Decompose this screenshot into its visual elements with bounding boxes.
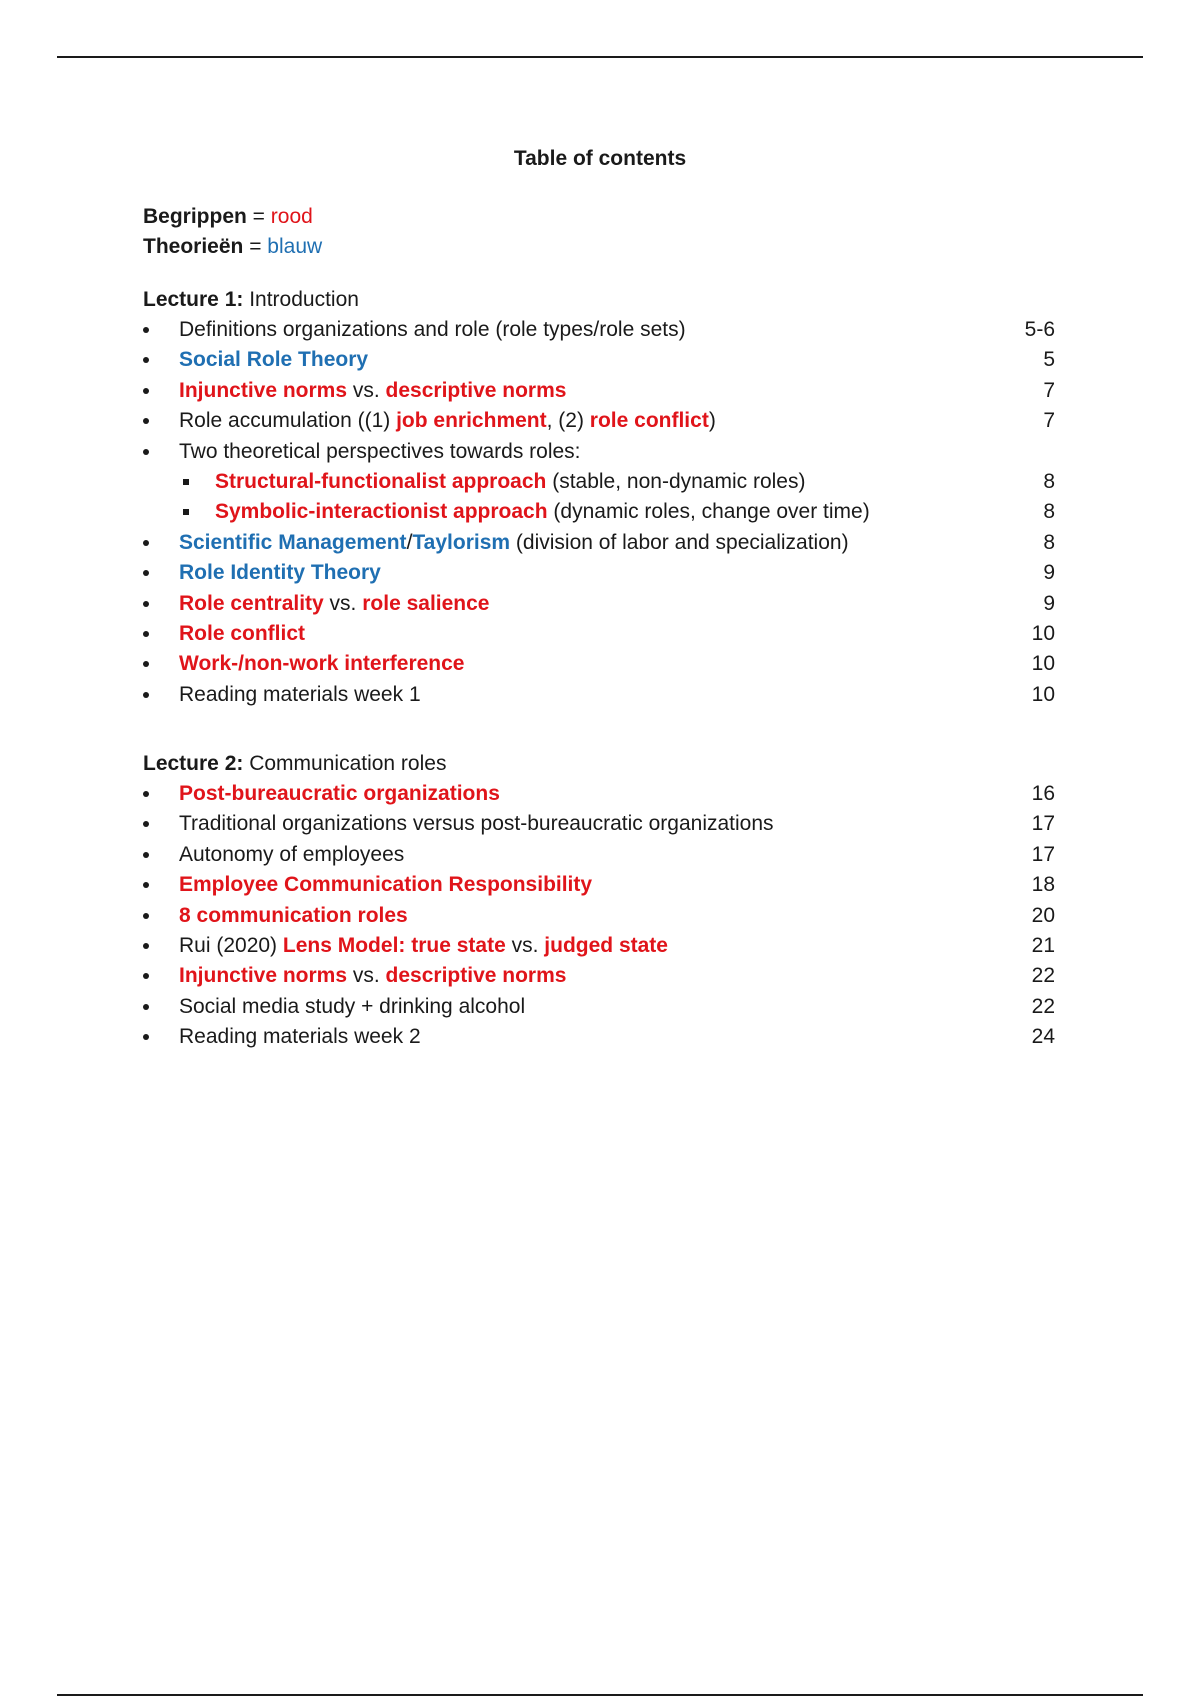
toc-item-text <box>179 528 849 558</box>
bullet-icon <box>143 943 149 949</box>
term-concept: Post-bureaucratic organizations <box>179 782 500 805</box>
page-number: 17 <box>1031 812 1055 836</box>
page-number: 22 <box>1031 964 1055 988</box>
toc-item-text <box>179 870 592 900</box>
term-concept: : <box>398 933 412 957</box>
toc-item-text <box>179 809 774 839</box>
term-concept: Role centrality <box>179 591 324 615</box>
toc-item-text <box>179 779 500 809</box>
square-bullet-icon <box>183 509 189 515</box>
toc-text: vs. <box>505 933 545 957</box>
header-rule <box>57 56 1143 58</box>
toc-item-text <box>179 437 581 467</box>
page-number: 21 <box>1031 933 1055 957</box>
page-number: 7 <box>1043 409 1055 433</box>
toc-text: (dynamic roles, change over time) <box>547 500 870 524</box>
toc-item-text <box>215 467 805 497</box>
toc-item <box>143 345 1055 375</box>
lecture-2-list <box>143 779 1055 1053</box>
bullet-icon <box>143 357 149 363</box>
page-number: 20 <box>1031 903 1055 927</box>
toc-item-text <box>179 619 305 649</box>
lecture-1-heading <box>143 285 1055 315</box>
bullet-icon <box>143 852 149 858</box>
term-concept: Employee Communication Responsibility <box>179 873 593 897</box>
page-number: 24 <box>1031 1025 1055 1049</box>
toc-text: vs. <box>347 378 386 402</box>
legend-value-blauw: blauw <box>267 235 323 258</box>
lecture-2-heading <box>143 749 1055 779</box>
bullet-icon <box>143 913 149 919</box>
bullet-icon <box>143 1034 149 1040</box>
term-concept: Symbolic-interactionist approach <box>215 500 548 524</box>
lecture-name: Communication roles <box>243 752 447 775</box>
toc-item <box>143 528 1055 558</box>
toc-text: ) <box>708 409 716 433</box>
page-number: 10 <box>1031 652 1055 676</box>
toc-item-text <box>179 992 525 1022</box>
bullet-icon <box>143 540 149 546</box>
toc-item <box>143 680 1055 710</box>
bullet-icon <box>143 973 149 979</box>
toc-item-text <box>179 931 668 961</box>
toc-text: , (2) <box>546 409 590 433</box>
page-number: 8 <box>1043 500 1055 524</box>
toc-text: (division of labor and specialization) <box>510 530 849 554</box>
toc-item <box>143 619 1055 649</box>
page-number: 22 <box>1031 994 1055 1018</box>
lecture-name: Introduction <box>243 288 359 311</box>
bullet-icon <box>143 821 149 827</box>
toc-item <box>143 809 1055 839</box>
bullet-icon <box>143 631 149 637</box>
toc-item-text <box>179 961 566 991</box>
toc-item <box>143 779 1055 809</box>
toc-text: Social media study + drinking alcohol <box>179 994 526 1018</box>
term-concept: role conflict <box>589 409 709 433</box>
toc-item-text <box>179 840 404 870</box>
bullet-icon <box>143 570 149 576</box>
term-concept: descriptive norms <box>385 378 567 402</box>
toc-text: Autonomy of employees <box>179 842 405 866</box>
page-number: 16 <box>1031 782 1055 805</box>
toc-text: Reading materials week 1 <box>179 682 421 706</box>
toc-item <box>143 870 1055 900</box>
bullet-icon <box>143 882 149 888</box>
toc-item <box>143 649 1055 679</box>
toc-item-text <box>179 680 421 710</box>
toc-item-text <box>179 901 408 931</box>
bullet-icon <box>143 418 149 424</box>
legend-label-begrippen: Begrippen <box>143 205 247 228</box>
toc-text: Rui (2020) <box>179 933 283 957</box>
term-concept: job enrichment <box>396 409 547 433</box>
term-theory: Taylorism <box>412 530 511 554</box>
toc-subitem <box>143 467 1055 497</box>
page-number: 8 <box>1043 469 1055 493</box>
page-number: 5-6 <box>1024 318 1055 341</box>
page-number: 10 <box>1031 682 1055 706</box>
term-concept: descriptive norms <box>385 964 567 988</box>
bullet-icon <box>143 1004 149 1010</box>
toc-text: vs. <box>347 964 386 988</box>
toc-item <box>143 376 1055 406</box>
term-theory: Role Identity Theory <box>179 561 381 585</box>
lecture-label: Lecture 1: <box>143 288 244 311</box>
bullet-icon <box>143 601 149 607</box>
term-concept: Work-/non-work interference <box>179 652 465 676</box>
toc-text: / <box>406 530 413 554</box>
toc-item <box>143 961 1055 991</box>
legend-label-theorieen: Theorieën <box>143 235 244 258</box>
term-theory: Scientific Management <box>179 530 407 554</box>
term-concept: role salience <box>362 591 490 615</box>
term-theory: Social Role Theory <box>179 348 369 372</box>
page-number: 17 <box>1031 842 1055 866</box>
footer-rule <box>57 1694 1143 1696</box>
page-number: 9 <box>1043 591 1055 615</box>
color-legend <box>143 202 322 262</box>
toc-item-text <box>179 376 566 406</box>
legend-row-begrippen <box>143 202 322 232</box>
toc-item-text <box>179 558 381 588</box>
toc-item-text <box>179 1022 421 1052</box>
toc-text: vs. <box>323 591 363 615</box>
toc-text: Traditional organizations versus post-bureaucratic organizations <box>179 812 774 836</box>
bullet-icon <box>143 692 149 698</box>
term-concept: Structural-functionalist approach <box>215 469 547 493</box>
bullet-icon <box>143 791 149 797</box>
toc-text: Two theoretical perspectives towards roles: <box>179 439 581 463</box>
toc-text: Definitions organizations and role (role types/role sets) <box>179 318 686 341</box>
legend-row-theorieen <box>143 232 322 262</box>
term-concept: 8 communication roles <box>179 903 408 927</box>
term-concept: Lens Model <box>282 933 399 957</box>
lecture-label: Lecture 2: <box>143 752 244 775</box>
toc-text: (stable, non-dynamic roles) <box>546 469 806 493</box>
toc-text: Role accumulation ((1) <box>179 409 397 433</box>
legend-sep: = <box>246 205 271 228</box>
toc-item-text <box>179 315 686 345</box>
toc-item <box>143 558 1055 588</box>
page-title: Table of contents <box>513 147 687 170</box>
page-number: 9 <box>1043 561 1055 585</box>
toc-item <box>143 406 1055 436</box>
toc-item <box>143 315 1055 345</box>
square-bullet-icon <box>183 479 189 485</box>
bullet-icon <box>143 449 149 455</box>
lecture-1-list <box>143 315 1055 710</box>
legend-sep: = <box>243 235 268 258</box>
toc-item <box>143 992 1055 1022</box>
legend-value-rood: rood <box>270 205 313 228</box>
toc-item <box>143 437 1055 467</box>
toc-item <box>143 589 1055 619</box>
toc-item-text <box>179 649 465 679</box>
page-number: 18 <box>1031 873 1055 897</box>
term-concept: Injunctive norms <box>179 964 348 988</box>
bullet-icon <box>143 327 149 333</box>
toc-item-text <box>179 406 716 436</box>
page-number: 5 <box>1043 348 1055 372</box>
term-concept: Role conflict <box>179 621 306 645</box>
bullet-icon <box>143 661 149 667</box>
page-number: 10 <box>1031 621 1055 645</box>
toc-text: Reading materials week 2 <box>179 1025 421 1049</box>
toc-item-text <box>215 497 870 527</box>
toc-item-text <box>179 589 489 619</box>
toc-item <box>143 840 1055 870</box>
term-concept: true state <box>411 933 506 957</box>
lecture-1-section <box>143 285 1055 710</box>
lecture-2-section <box>143 749 1055 1053</box>
term-concept: Injunctive norms <box>179 378 348 402</box>
page-number: 7 <box>1043 378 1055 402</box>
toc-item <box>143 901 1055 931</box>
toc-item <box>143 931 1055 961</box>
bullet-icon <box>143 388 149 394</box>
page-number: 8 <box>1043 530 1055 554</box>
toc-subitem <box>143 497 1055 527</box>
toc-item <box>143 1022 1055 1052</box>
term-concept: judged state <box>544 933 668 957</box>
toc-item-text <box>179 345 368 375</box>
